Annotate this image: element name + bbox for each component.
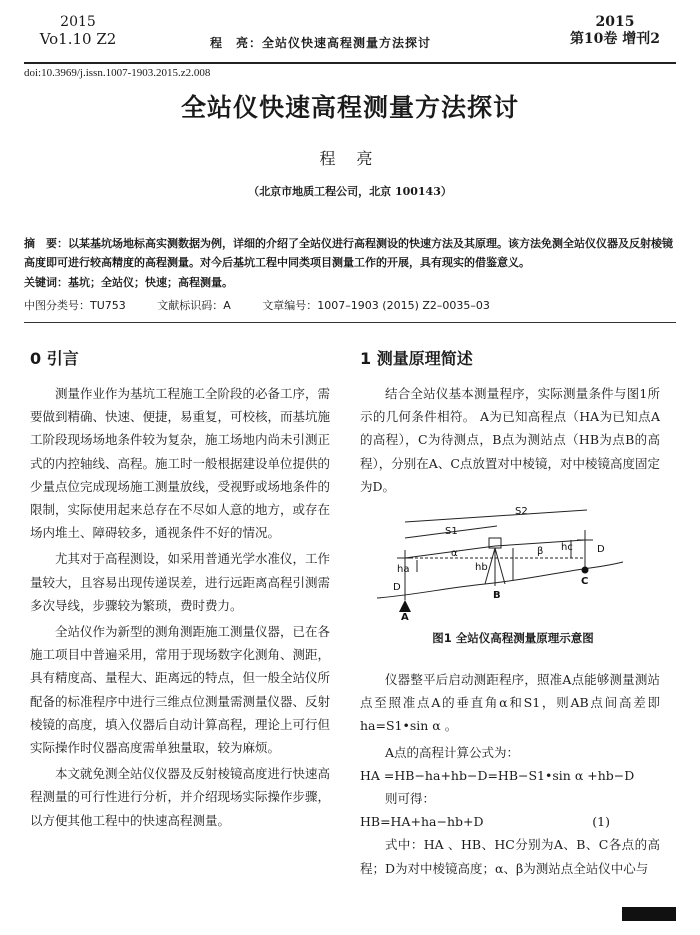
label-hc: hc: [561, 542, 573, 553]
paragraph: 仪器整平后启动测距程序，照准A点能够测量测站点至照准点A的垂直角α和S1，则AB点间高差即ha=S1•sin α 。: [360, 672, 660, 734]
label-a: A: [401, 612, 409, 620]
section-0-heading: 0 引言: [30, 349, 79, 368]
label-s2: S2: [515, 506, 528, 517]
paragraph: 式中：HA 、HB、HC分别为A、B、C各点的高程；D为对中棱镜高度；α、β为测站点全站仪中心与: [360, 837, 660, 876]
label-hb: hb: [475, 562, 488, 573]
label-d-left: D: [393, 582, 401, 593]
eq-intro: A点的高程计算公式为：: [385, 744, 520, 760]
equation-ha: HA =HB−ha+hb−D=HB−S1•sin α +hb−D: [360, 767, 635, 783]
right-column-top: [360, 382, 660, 498]
classification-line: [24, 297, 676, 313]
author: 程 亮: [319, 149, 381, 168]
label-b: B: [493, 590, 501, 601]
label-c: C: [581, 576, 589, 587]
paragraph: 结合全站仪基本测量程序，实际测量条件与图1所示的几何条件相符。 A为已知高程点（HA为已知点A的高程），C为待测点，B点为测站点（HB为点B的高程），分别在A、C点放置对中棱镜，对中棱镜高度固定为D。: [360, 386, 660, 494]
label-ha: ha: [397, 564, 410, 575]
section-1-heading: 1 测量原理简述: [360, 349, 473, 368]
doc-code: 文献标识码：A: [157, 299, 231, 312]
sight-line-a: [405, 546, 495, 558]
header-volume-right: [560, 14, 670, 48]
paragraph: 测量作业作为基坑工程施工全阶段的必备工序，需要做到精确、快速、便捷，易重复，可校核，而基坑施工阶段现场场地条件较为复杂，施工场地内尚未引测正式的内控轴线、高程。施工时一般根据建设单位提供的少量点位完成现场施工测量放线，受视野或场地条件的限制，实际使用起来总存在不尽如人意的地方，或存在场内堆土、障碍较多，通视条件不好的情况。: [30, 386, 331, 541]
header-vol-right: 第10卷 增刊2: [569, 31, 661, 47]
label-s1: S1: [445, 526, 458, 537]
page-footer-bar: [622, 907, 676, 921]
keywords: 关键词：基坑；全站仪；快速；高程测量。: [24, 276, 233, 289]
paragraph: 全站仪作为新型的测角测距施工测量仪器，已在各施工项目中普遍采用，常用于现场数字化测角、测距，具有精度高、量程大、距离远的特点，但一般全站仪所配备的标准程序中进行三维点位测量需测量仪器、反射棱镜的高度，填入仪器后自动计算高程，理论上可行但实际操作时仪器高度需单独量取，较为麻烦。: [30, 624, 331, 756]
figure-1-caption: 图1 全站仪高程测量原理示意图: [432, 631, 594, 645]
figure-1-diagram: [375, 500, 625, 620]
label-d-right: D: [597, 544, 605, 555]
left-column: [30, 382, 330, 832]
equation-number: (1): [592, 814, 610, 830]
affiliation: （北京市地质工程公司，北京 100143）: [248, 185, 452, 198]
article-number: 文章编号：1007–1903 (2015) Z2–0035–03: [262, 299, 490, 312]
s2-dimension: [405, 510, 587, 522]
header-vol-left: Vo1.10 Z2: [39, 30, 117, 48]
label-alpha: α: [451, 548, 458, 559]
paragraph: 尤其对于高程测设，如采用普通光学水准仪，工作量较大，且容易出现传递误差，进行远距离高程引测需多次导线，步骤较为繁琐，费时费力。: [30, 551, 331, 613]
equation-1: [360, 810, 660, 833]
label-beta: β: [537, 546, 544, 557]
clc-number: 中图分类号：TU753: [24, 299, 126, 312]
point-a-marker: [399, 600, 411, 612]
equation-hb: HB=HA+ha−hb+D: [360, 814, 484, 830]
header-rule: [24, 62, 676, 64]
doi: doi:10.3969/j.issn.1007-1903.2015.z2.008: [24, 67, 211, 79]
right-column-bottom: [360, 668, 660, 880]
section-divider: [24, 322, 676, 323]
paragraph: 本文就免测全站仪仪器及反射棱镜高度进行快速高程测量的可行性进行分析，并介绍现场实际操作步骤，以方便其他工程中的快速高程测量。: [30, 766, 331, 828]
paper-title: 全站仪快速高程测量方法探讨: [180, 93, 519, 122]
header-volume-left: [38, 14, 118, 48]
header-running-title: 程 亮：全站仪快速高程测量方法探讨: [210, 36, 432, 50]
abstract: 摘 要：以某基坑场地标高实测数据为例，详细的介绍了全站仪进行高程测设的快速方法及其原理。该方法免测全站仪仪器及反射棱镜高度即可进行较高精度的高程测量。对今后基坑工程中同类项目测量工作的开展，具有现实的借鉴意义。: [24, 237, 673, 269]
header-year-left: 2015: [60, 14, 96, 30]
header-year-right: 2015: [595, 14, 635, 30]
then-text: 则可得：: [385, 791, 436, 807]
point-c-marker: [582, 567, 589, 574]
